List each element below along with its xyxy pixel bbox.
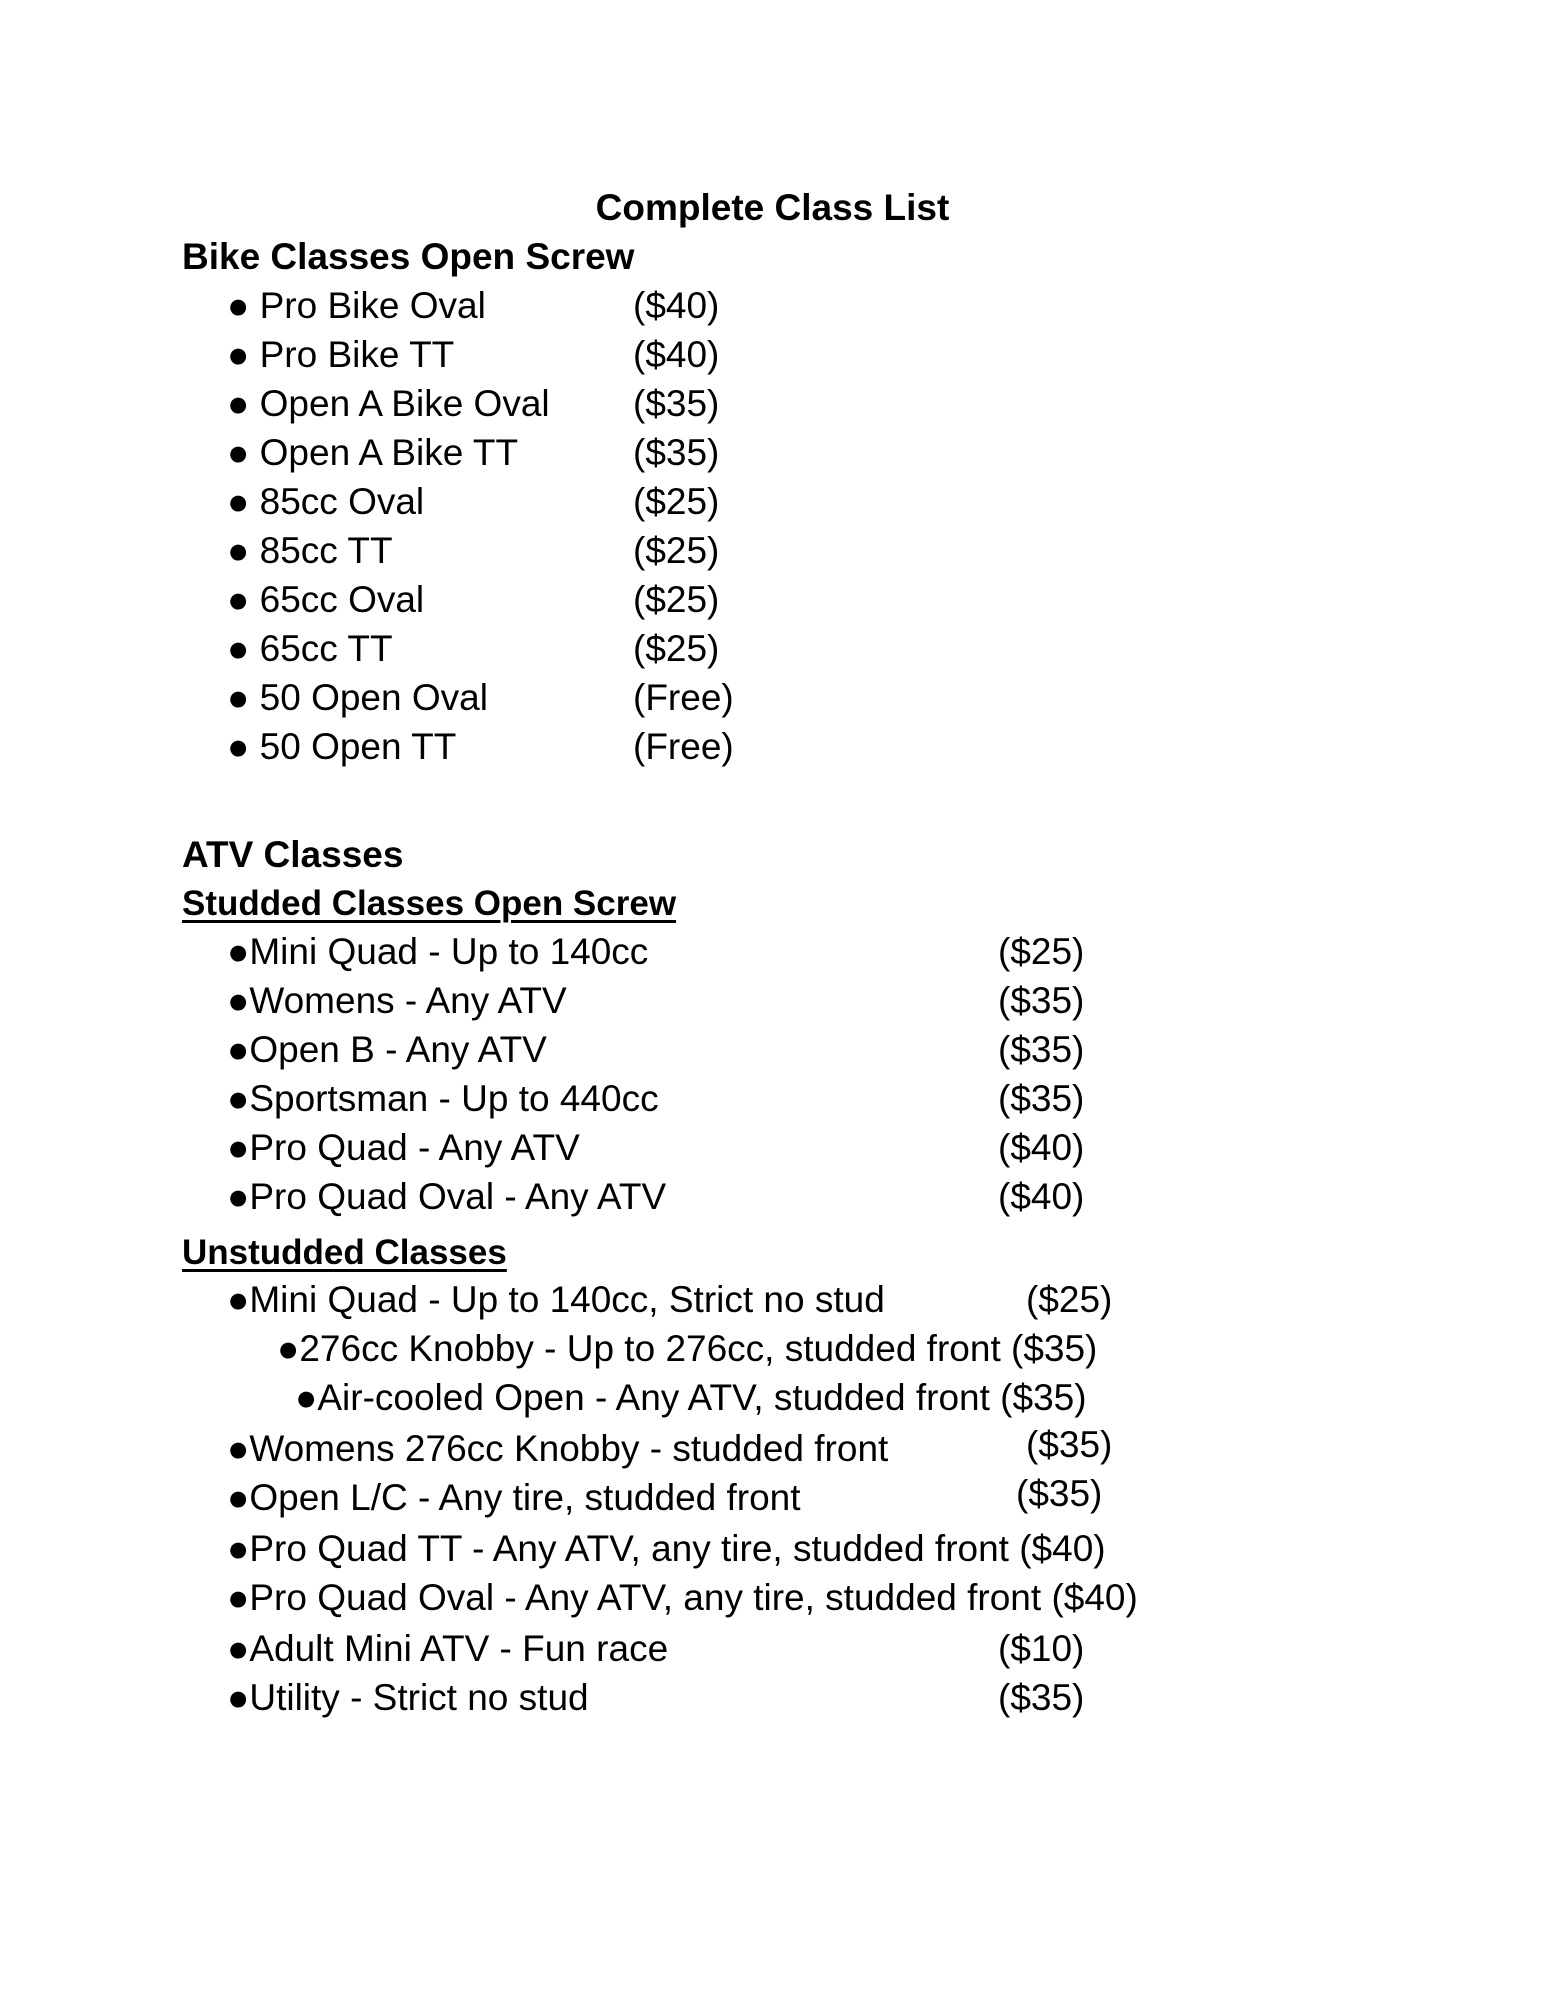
- class-price: (Free): [633, 726, 734, 767]
- class-label: ● 65cc Oval: [227, 579, 425, 620]
- class-label: ●Open L/C - Any tire, studded front: [227, 1477, 801, 1518]
- class-price: ($35): [1016, 1473, 1103, 1514]
- class-price: ($25): [633, 579, 720, 620]
- class-price: ($40): [633, 285, 720, 326]
- class-price: ($40): [998, 1127, 1085, 1168]
- class-label: ●Pro Quad Oval - Any ATV, any tire, studded front ($40): [227, 1577, 1138, 1618]
- class-label: ● 85cc TT: [227, 530, 393, 571]
- class-price: ($25): [633, 628, 720, 669]
- class-price: ($25): [633, 481, 720, 522]
- class-label: ● 50 Open Oval: [227, 677, 488, 718]
- class-price: (Free): [633, 677, 734, 718]
- atv-classes-heading: ATV Classes: [182, 834, 404, 875]
- class-label: ● Pro Bike Oval: [227, 285, 486, 326]
- class-label: ●Open B - Any ATV: [227, 1029, 547, 1070]
- class-label: ● Open A Bike Oval: [227, 383, 550, 424]
- class-label: ●Womens 276cc Knobby - studded front: [227, 1428, 889, 1469]
- class-label: ● 65cc TT: [227, 628, 393, 669]
- class-label: ●Pro Quad Oval - Any ATV: [227, 1176, 667, 1217]
- class-price: ($25): [633, 530, 720, 571]
- class-label: ●Utility - Strict no stud: [227, 1677, 589, 1718]
- class-label: ●276cc Knobby - Up to 276cc, studded front ($35): [277, 1328, 1098, 1369]
- class-label: ● 85cc Oval: [227, 481, 425, 522]
- class-price: ($35): [633, 432, 720, 473]
- class-label: ●Sportsman - Up to 440cc: [227, 1078, 659, 1119]
- class-label: ●Pro Quad TT - Any ATV, any tire, studded front ($40): [227, 1528, 1106, 1569]
- class-label: ●Mini Quad - Up to 140cc: [227, 931, 649, 972]
- class-price: ($35): [998, 980, 1085, 1021]
- class-price: ($10): [998, 1628, 1085, 1669]
- studded-classes-heading: Studded Classes Open Screw: [182, 884, 677, 923]
- class-label: ● Open A Bike TT: [227, 432, 519, 473]
- class-price: ($35): [998, 1677, 1085, 1718]
- class-label: ●Pro Quad - Any ATV: [227, 1127, 580, 1168]
- class-label: ● 50 Open TT: [227, 726, 457, 767]
- class-label: ●Adult Mini ATV - Fun race: [227, 1628, 669, 1669]
- class-label: ●Womens - Any ATV: [227, 980, 567, 1021]
- bike-classes-heading: Bike Classes Open Screw: [182, 236, 635, 277]
- class-label: ●Mini Quad - Up to 140cc, Strict no stud: [227, 1279, 885, 1320]
- class-label: ●Air-cooled Open - Any ATV, studded front ($35): [295, 1377, 1087, 1418]
- class-price: ($40): [998, 1176, 1085, 1217]
- class-price: ($35): [998, 1078, 1085, 1119]
- class-price: ($35): [1026, 1424, 1113, 1465]
- class-price: ($25): [998, 931, 1085, 972]
- class-label: ● Pro Bike TT: [227, 334, 455, 375]
- class-price: ($40): [633, 334, 720, 375]
- unstudded-classes-heading: Unstudded Classes: [182, 1233, 507, 1272]
- class-price: ($25): [1026, 1279, 1113, 1320]
- class-price: ($35): [998, 1029, 1085, 1070]
- page-title: Complete Class List: [595, 187, 950, 228]
- class-price: ($35): [633, 383, 720, 424]
